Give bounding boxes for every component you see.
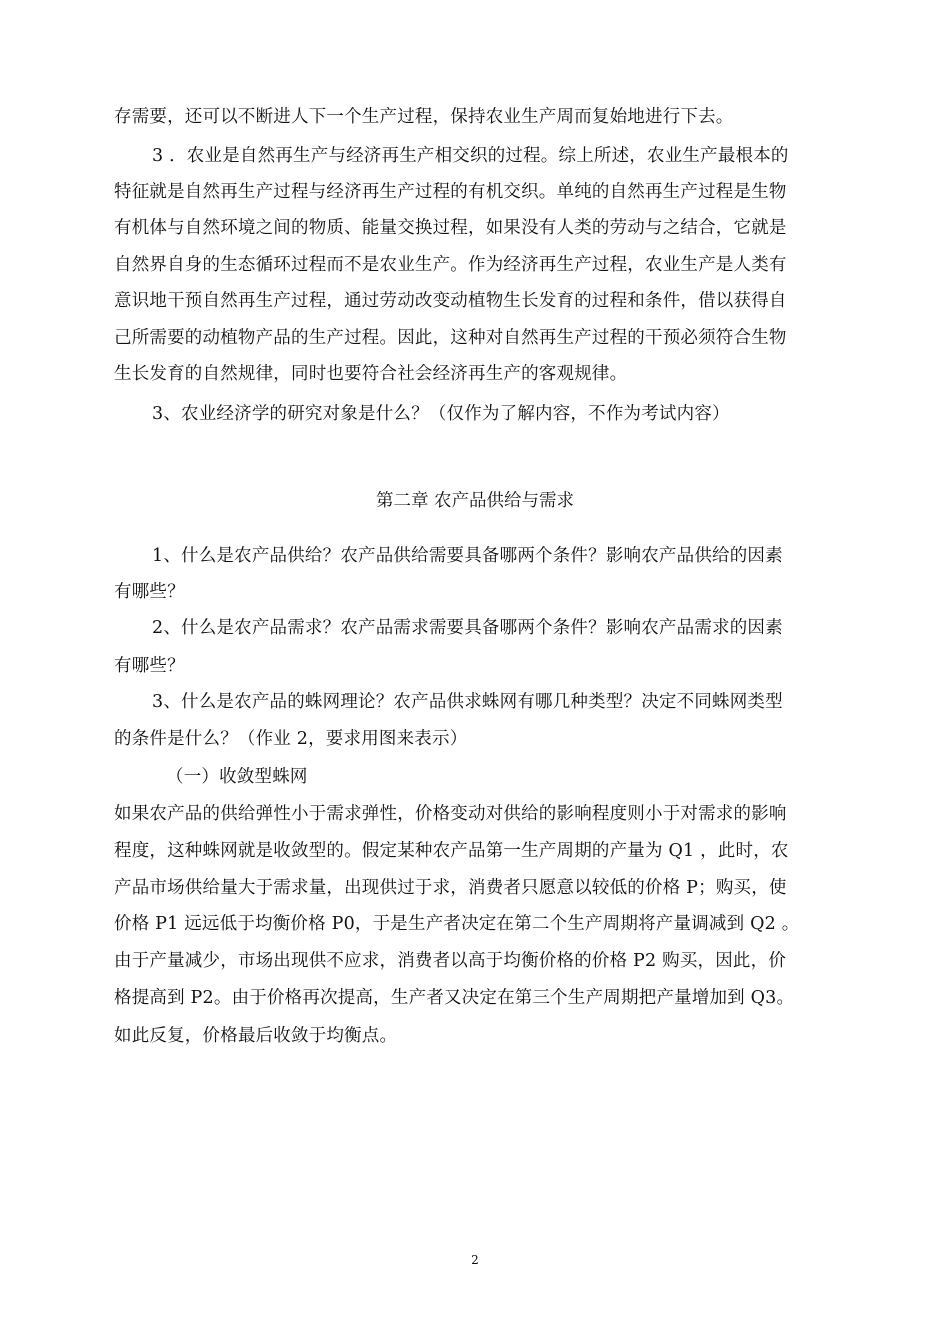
subsection-title: （一）收敛型蛛网 — [166, 767, 308, 787]
question-line: 3、什么是农产品的蛛网理论？农产品供求蛛网有哪几种类型？决定不同蛛网类型 — [152, 692, 783, 712]
body-text-line: 价格 P1 远远低于均衡价格 P0，于是生产者决定在第二个生产周期将产量调减到 Q2 。 — [114, 914, 800, 934]
question-line: 3、农业经济学的研究对象是什么？（仅作为了解内容，不作为考试内容） — [152, 404, 730, 424]
body-text-line: 存需要，还可以不断进人下一个生产过程，保持农业生产周而复始地进行下去。 — [114, 107, 734, 127]
question-line: 2、什么是农产品需求？农产品需求需要具备哪两个条件？影响农产品需求的因素 — [152, 618, 783, 638]
body-text-line: 有机体与自然环境之间的物质、能量交换过程，如果没有人类的劳动与之结合，它就是 — [114, 218, 787, 238]
body-text-line: 特征就是自然再生产过程与经济再生产过程的有机交织。单纯的自然再生产过程是生物 — [114, 182, 787, 202]
body-text-line: 意识地干预自然再生产过程，通过劳动改变动植物生长发育的过程和条件，借以获得自 — [114, 291, 787, 311]
body-text-line: 自然界自身的生态循环过程而不是农业生产。作为经济再生产过程，农业生产是人类有 — [114, 255, 787, 275]
body-text-line: 如果农产品的供给弹性小于需求弹性，价格变动对供给的影响程度则小于对需求的影响 — [114, 804, 787, 824]
body-text-line: 如此反复，价格最后收敛于均衡点。 — [114, 1026, 398, 1046]
body-text-line: 格提高到 P2。由于价格再次提高，生产者又决定在第三个生产周期把产量增加到 Q3。 — [114, 988, 795, 1008]
question-line: 1、什么是农产品供给？农产品供给需要具备哪两个条件？影响农产品供给的因素 — [152, 546, 783, 566]
body-text-line: 产品市场供给量大于需求量，出现供过于求，消费者只愿意以较低的价格 P；购买，使 — [114, 878, 787, 898]
body-text-line: 己所需要的动植物产品的生产过程。因此，这种对自然再生产过程的干预必须符合生物 — [114, 328, 787, 348]
body-text-line: 程度，这种蛛网就是收敛型的。假定某种农产品第一生产周期的产量为 Q1 ，此时，农 — [114, 841, 789, 861]
body-text-line: 3 ．农业是自然再生产与经济再生产相交织的过程。综上所述，农业生产最根本的 — [152, 146, 789, 166]
page-number: 2 — [471, 1253, 479, 1267]
question-line: 有哪些？ — [114, 656, 185, 676]
chapter-title: 第二章 农产品供给与需求 — [375, 491, 575, 511]
body-text-line: 由于产量减少，市场出现供不应求，消费者以高于均衡价格的价格 P2 购买，因此，价 — [114, 951, 787, 971]
question-line: 的条件是什么？（作业 2，要求用图来表示） — [114, 729, 468, 749]
body-text-line: 生长发育的自然规律，同时也要符合社会经济再生产的客观规律。 — [114, 364, 628, 384]
question-line: 有哪些？ — [114, 582, 185, 602]
